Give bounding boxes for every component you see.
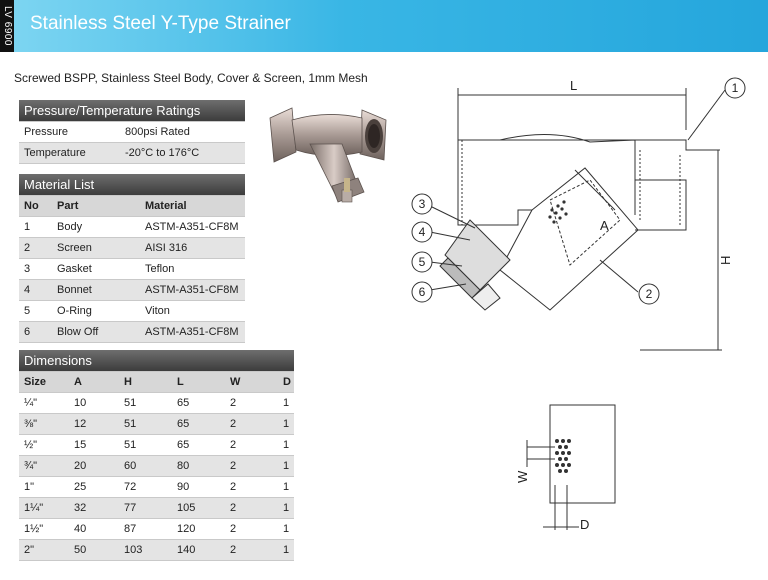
cell-d: 1 [278, 393, 294, 414]
cell-a: 25 [69, 477, 119, 498]
table-row [19, 393, 294, 414]
cell-h: 60 [119, 456, 172, 477]
dim-label-h: H [718, 255, 733, 265]
cell-h: 51 [119, 414, 172, 435]
table-row [19, 322, 245, 343]
cell-h: 103 [119, 540, 172, 561]
cell-material: ASTM-A351-CF8M [140, 322, 245, 343]
cell-h: 87 [119, 519, 172, 540]
material-table [19, 174, 245, 343]
col-header-material: Material [140, 196, 245, 217]
cell-w: 2 [225, 456, 278, 477]
table-row [19, 456, 294, 477]
cell-size: ¾" [19, 456, 69, 477]
cell-part: Screen [52, 238, 140, 259]
mesh-detail-drawing [505, 395, 635, 545]
callout-5: 5 [418, 255, 426, 269]
table-row [19, 435, 294, 456]
table-row [19, 414, 294, 435]
detail-label-d: D [580, 517, 590, 532]
callout-2: 2 [645, 287, 653, 301]
cell-a: 40 [69, 519, 119, 540]
cell-d: 1 [278, 477, 294, 498]
cell-l: 65 [172, 435, 225, 456]
cell-w: 2 [225, 519, 278, 540]
cell-size: ⅜" [19, 414, 69, 435]
cell-h: 77 [119, 498, 172, 519]
cell-d: 1 [278, 519, 294, 540]
cell-material: ASTM-A351-CF8M [140, 280, 245, 301]
cell-h: 72 [119, 477, 172, 498]
cell-size: 1¼" [19, 498, 69, 519]
dimensions-header-row [19, 372, 294, 393]
pressure-table [19, 100, 245, 164]
col-header-no: No [19, 196, 52, 217]
table-row [19, 519, 294, 540]
cell-w: 2 [225, 414, 278, 435]
cell-w: 2 [225, 477, 278, 498]
cell-d: 1 [278, 435, 294, 456]
product-subtitle: Screwed BSPP, Stainless Steel Body, Cover & Screen, 1mm Mesh [14, 71, 368, 85]
cell-no: 5 [19, 301, 52, 322]
table-row [19, 238, 245, 259]
material-table-title: Material List [19, 174, 245, 196]
cell-d: 1 [278, 540, 294, 561]
cell-size: 1½" [19, 519, 69, 540]
header-banner [0, 0, 768, 52]
cell-a: 32 [69, 498, 119, 519]
cell-a: 50 [69, 540, 119, 561]
pressure-label: Pressure [19, 122, 120, 143]
table-row [19, 540, 294, 561]
cell-l: 80 [172, 456, 225, 477]
cell-size: ½" [19, 435, 69, 456]
temperature-value: -20°C to 176°C [120, 143, 245, 164]
cell-w: 2 [225, 498, 278, 519]
col-header-size: Size [19, 372, 69, 393]
col-header-w: W [225, 372, 278, 393]
cell-no: 3 [19, 259, 52, 280]
table-row [19, 143, 245, 164]
product-photo [262, 100, 400, 210]
cell-part: Body [52, 217, 140, 238]
cell-l: 65 [172, 414, 225, 435]
cell-l: 120 [172, 519, 225, 540]
pressure-value: 800psi Rated [120, 122, 245, 143]
dimensions-table-title: Dimensions [19, 350, 294, 372]
cell-a: 15 [69, 435, 119, 456]
cell-part: O-Ring [52, 301, 140, 322]
dim-label-a: A [600, 218, 609, 233]
cell-material: Viton [140, 301, 245, 322]
strainer-drawing [400, 70, 760, 360]
cell-w: 2 [225, 393, 278, 414]
cell-l: 90 [172, 477, 225, 498]
pressure-table-title: Pressure/Temperature Ratings [19, 100, 245, 122]
cell-l: 65 [172, 393, 225, 414]
cell-d: 1 [278, 414, 294, 435]
callout-1: 1 [731, 81, 739, 95]
cell-part: Gasket [52, 259, 140, 280]
product-code-tab [0, 0, 14, 52]
cell-part: Blow Off [52, 322, 140, 343]
col-header-a: A [69, 372, 119, 393]
cell-d: 1 [278, 498, 294, 519]
cell-no: 6 [19, 322, 52, 343]
cell-material: Teflon [140, 259, 245, 280]
product-code: LV 6900 [2, 5, 13, 46]
cell-size: 2" [19, 540, 69, 561]
detail-label-w: W [515, 470, 530, 483]
material-header-row [19, 196, 245, 217]
cell-l: 105 [172, 498, 225, 519]
table-row [19, 259, 245, 280]
table-row [19, 477, 294, 498]
cell-no: 2 [19, 238, 52, 259]
cell-w: 2 [225, 540, 278, 561]
col-header-h: H [119, 372, 172, 393]
col-header-l: L [172, 372, 225, 393]
col-header-d: D [278, 372, 294, 393]
cell-no: 1 [19, 217, 52, 238]
col-header-part: Part [52, 196, 140, 217]
callout-4: 4 [418, 225, 426, 239]
cell-a: 20 [69, 456, 119, 477]
callout-3: 3 [418, 197, 426, 211]
cell-size: 1" [19, 477, 69, 498]
dim-label-l: L [570, 78, 578, 93]
callout-6: 6 [418, 285, 426, 299]
cell-h: 51 [119, 393, 172, 414]
temperature-label: Temperature [19, 143, 120, 164]
cell-h: 51 [119, 435, 172, 456]
table-row [19, 217, 245, 238]
cell-l: 140 [172, 540, 225, 561]
table-row [19, 301, 245, 322]
cell-a: 12 [69, 414, 119, 435]
cell-w: 2 [225, 435, 278, 456]
cell-material: ASTM-A351-CF8M [140, 217, 245, 238]
dimensions-table [19, 350, 294, 561]
cell-d: 1 [278, 456, 294, 477]
cell-no: 4 [19, 280, 52, 301]
page-title: Stainless Steel Y-Type Strainer [30, 13, 291, 34]
table-row [19, 498, 294, 519]
cell-part: Bonnet [52, 280, 140, 301]
table-row [19, 122, 245, 143]
cell-size: ¼" [19, 393, 69, 414]
table-row [19, 280, 245, 301]
cell-material: AISI 316 [140, 238, 245, 259]
cell-a: 10 [69, 393, 119, 414]
